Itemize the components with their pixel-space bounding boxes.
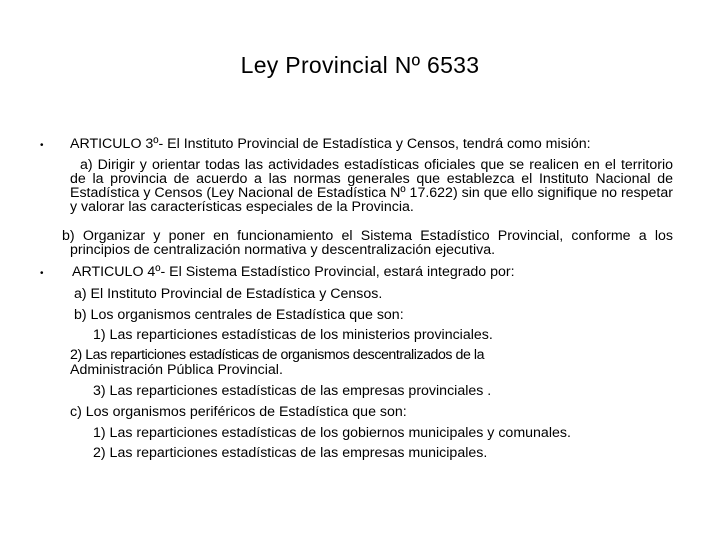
article-4-heading: ARTICULO 4º- El Sistema Estadístico Provincial, estará integrado por: (72, 264, 515, 280)
article-4-item-b3: 3) Las reparticiones estadísticas de las empresas provinciales . (93, 383, 492, 399)
article-4-item-b2-line2: Administración Pública Provincial. (70, 362, 283, 378)
bullet-icon: • (40, 140, 44, 151)
bullet-icon: • (40, 268, 44, 279)
article-3-item-b: b) Organizar y poner en funcionamiento el Sistema Estadístico Provincial, conforme a los principios de centralización normativa y descentralización ejecutiva. (62, 228, 673, 258)
article-4-item-b1: 1) Las reparticiones estadísticas de los ministerios provinciales. (93, 327, 493, 343)
article-4-item-c2: 2) Las reparticiones estadísticas de las empresas municipales. (93, 445, 488, 461)
article-4-item-b: b) Los organismos centrales de Estadística que son: (74, 307, 404, 323)
article-4-item-b2-line1: 2) Las reparticiones estadísticas de organismos descentralizados de la (70, 347, 485, 363)
article-4-item-a: a) El Instituto Provincial de Estadística y Censos. (74, 286, 383, 302)
article-3-heading: ARTICULO 3º- El Instituto Provincial de Estadística y Censos, tendrá como misión: (70, 136, 591, 152)
page-title: Ley Provincial Nº 6533 (240, 52, 480, 78)
article-3-item-a: a) Dirigir y orientar todas las actividades estadísticas oficiales que se realicen en el territorio de la provincia de acuerdo a las normas generales que establezca el Instituto Nacional de Estadística y Censos (Ley Nacional de Estadística Nº 17.622) sin que ello signifique no respetar y valorar las características especiales de la Provincia. (70, 157, 673, 215)
article-4-item-c: c) Los organismos periféricos de Estadística que son: (70, 404, 407, 420)
article-4-item-c1: 1) Las reparticiones estadísticas de los gobiernos municipales y comunales. (93, 425, 571, 441)
